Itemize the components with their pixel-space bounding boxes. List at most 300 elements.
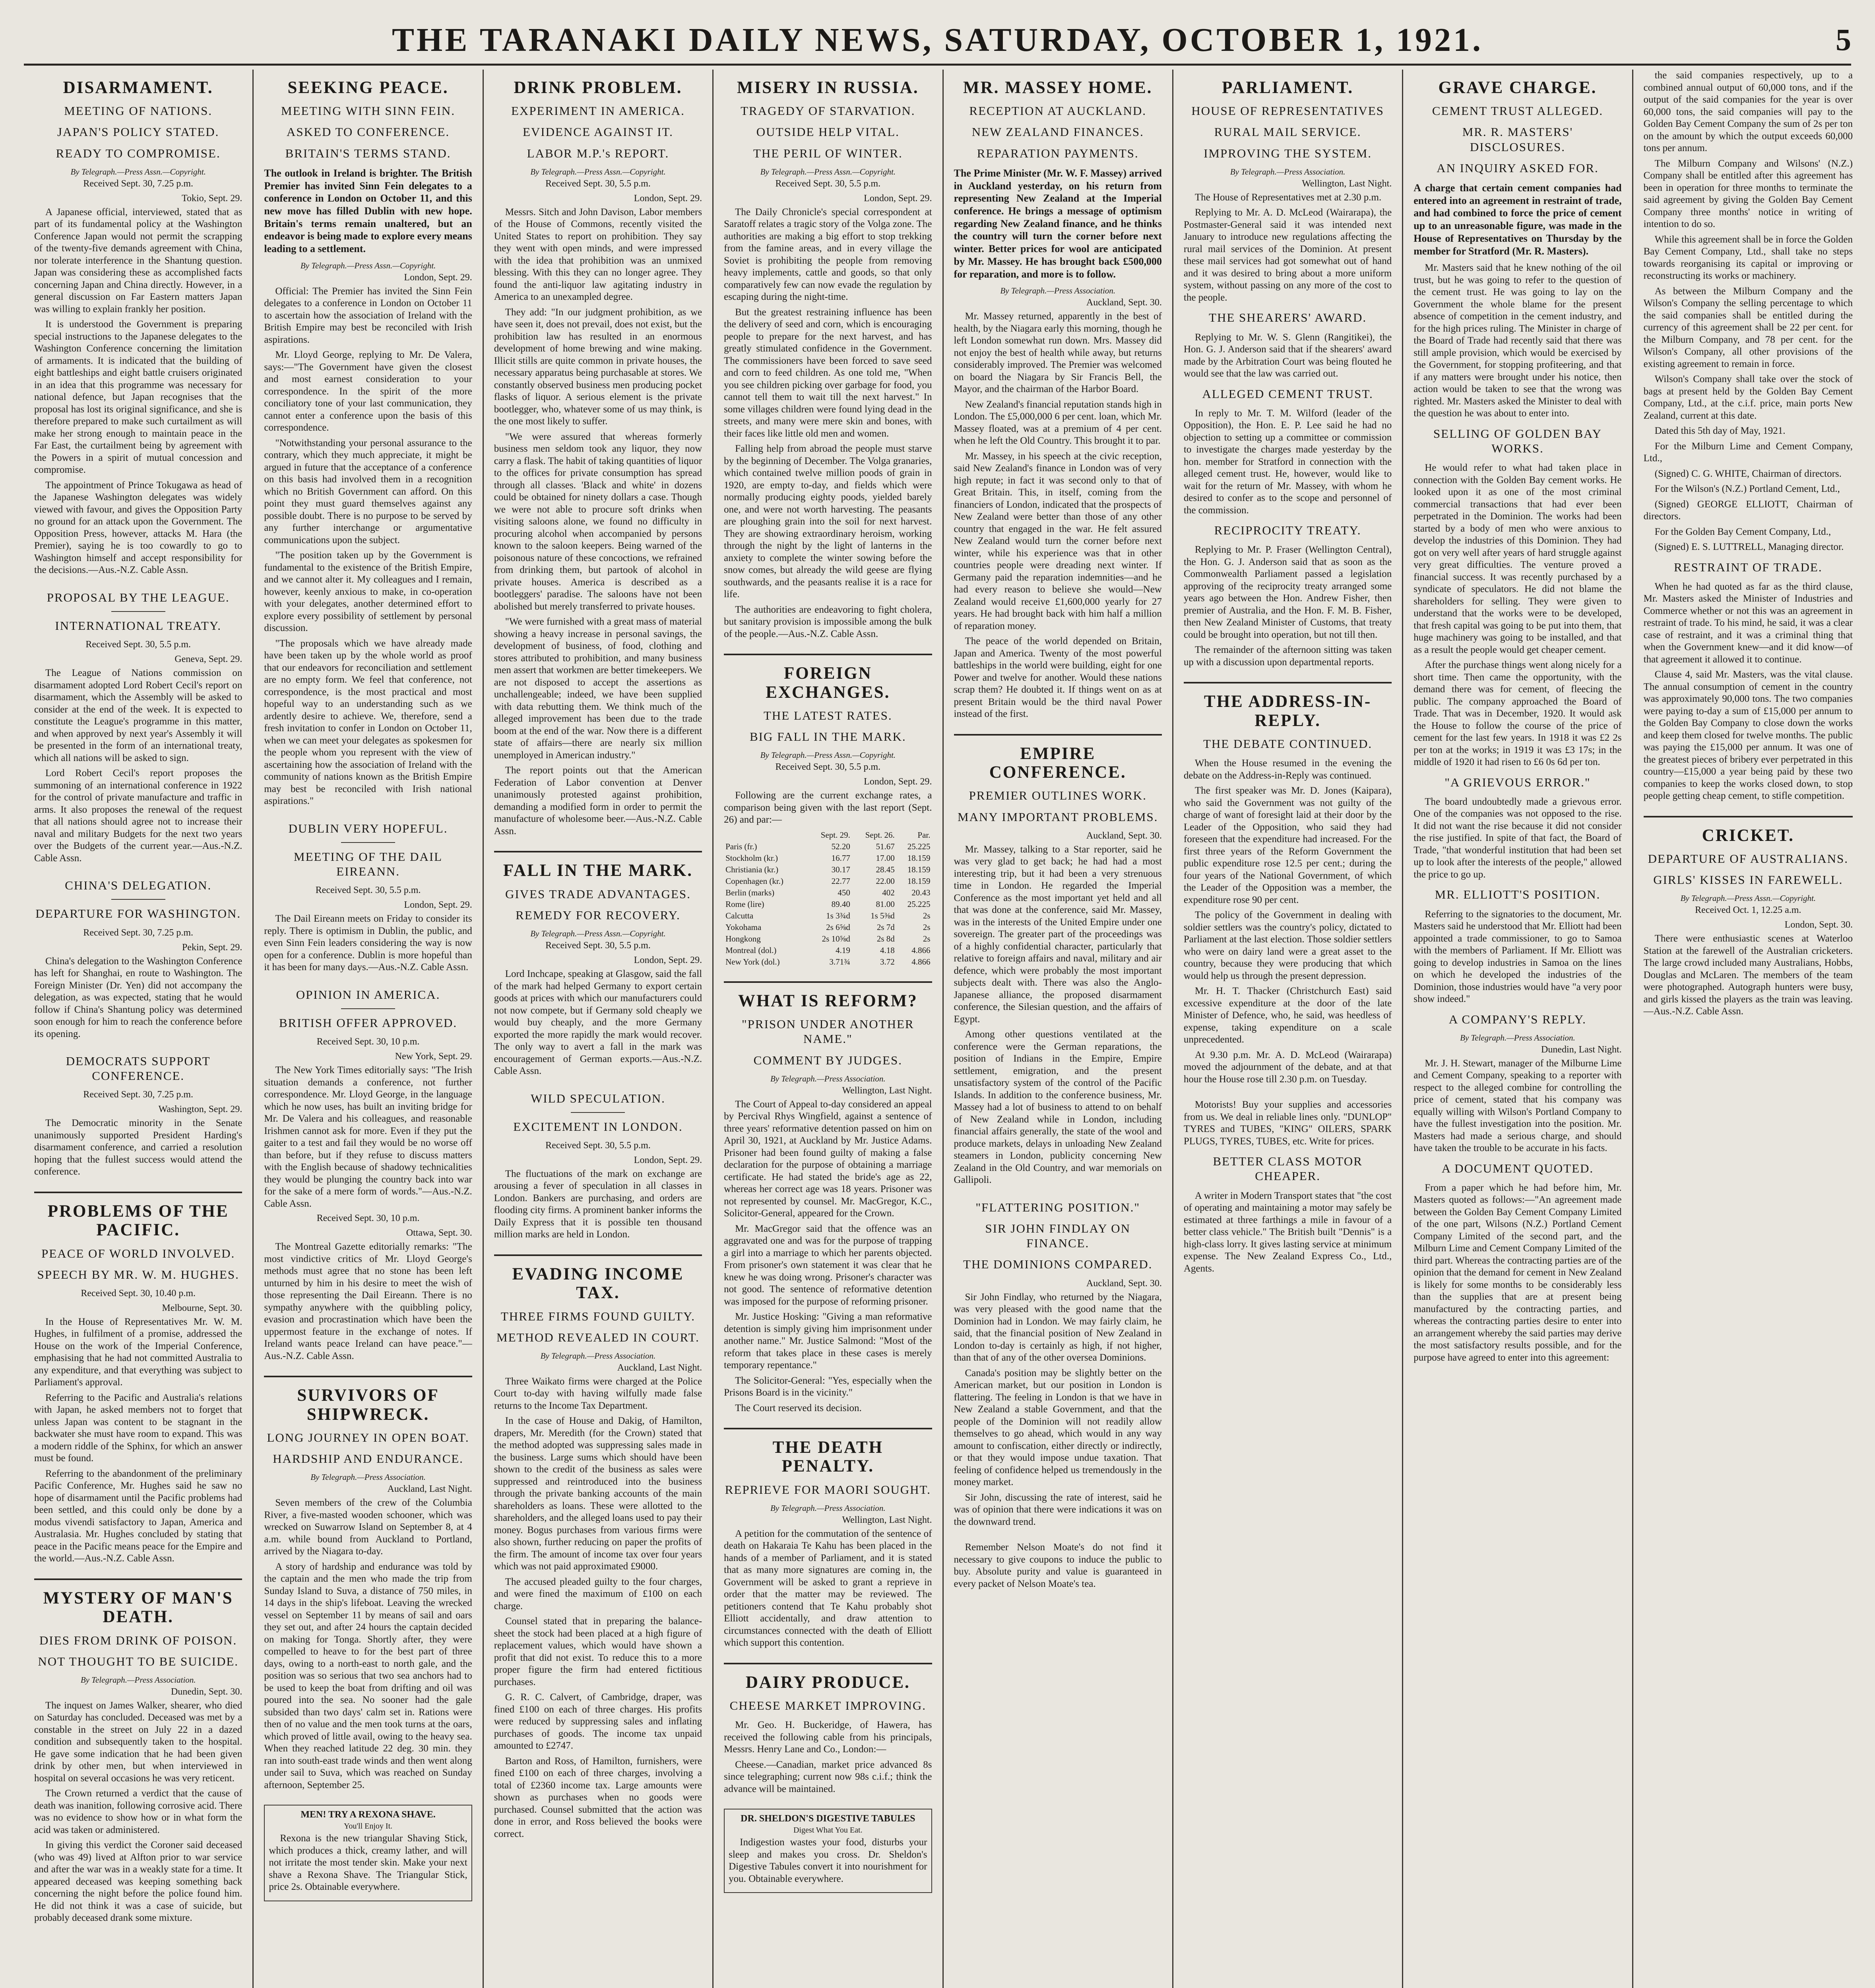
section-divider (724, 1663, 932, 1664)
paragraph: Falling help from abroad the people must starve by the beginning of December. The Volga granaries, which contained twelve million poods of grain in 1920, are empty to-day, and fields which were normally producing eighty poods, yielded barely one, and were not worth harvesting. The peasants are ploughing grain into the soil for next harvest. They are showing extraordinary heroism, working through the night by the light of lanterns in the anxiety to complete the winter sowing before the snow comes, but already the wild geese are flying southwards, and the peasants realise it is a race for life. (724, 443, 932, 600)
paragraph: The appointment of Prince Tokugawa as head of the Japanese Washington delegates was widely viewed with favour, and gives the Opposition Party no ground for an attack upon the Government. The Opposition Press, however, attacks M. Hara (the Premier), saying he is too cowardly to go to Washington himself and accept responsibility for the decisions.—Aus.-N.Z. Cable Assn. (34, 480, 242, 576)
subheading: DEPARTURE OF AUSTRALIANS. (1648, 851, 1848, 866)
received-line: Received Sept. 30, 5.5 p.m. (775, 178, 881, 189)
paragraph: In the case of House and Dakig, of Hamilton, drapers, Mr. Meredith (for the Crown) stated that the method adopted was suppressing sales made in the business. Large sums which should have been shown to the credit of the business as sales were suppressed and reintroduced into the business through the private banking accounts of the main shareholders as loans. These were allotted to the shareholders, and the alleged loans used to pay their money. Bogus purchases from various firms were also shown, further reducing on paper the profits of the firm. The amount of income tax over four years which was not paid approximated £9000. (494, 1415, 702, 1572)
received-line: Received Oct. 1, 12.25 a.m. (1695, 905, 1801, 916)
lead-paragraph: A charge that certain cement companies had entered into an agreement in restraint of trade, and had combined to force the price of cement up to an unreasonable figure, was made in the House of Representatives on Thursday by the member for Stratford (Mr. R. Masters). (1414, 182, 1622, 257)
column-header: Sept. 26. (865, 830, 895, 840)
table-cell: 2s (923, 934, 931, 944)
table-row (724, 910, 932, 922)
column-4 (714, 70, 943, 1988)
table-row (724, 899, 932, 910)
received-line: Received Sept. 30, 5.5 p.m. (545, 178, 651, 189)
table-cell: 3.71¾ (829, 957, 850, 967)
subheading: NEW ZEALAND FINANCES. (971, 125, 1144, 139)
headline: MYSTERY OF MAN'S DEATH. (43, 1588, 233, 1627)
byline: By Telegraph.—Press Association. (770, 1503, 886, 1513)
subheading: SELLING OF GOLDEN BAY WORKS. (1433, 426, 1602, 456)
headline: MR. MASSEY HOME. (963, 78, 1153, 97)
table-cell: Hongkong (725, 934, 761, 944)
byline: By Telegraph.—Press Assn.—Copyright. (760, 167, 896, 177)
headline: PROBLEMS OF THE PACIFIC. (47, 1202, 229, 1240)
paragraph: The board undoubtedly made a grievous error. One of the companies was not opposed to the rise. It did not want the rise because it did not consider the rise justified. In spite of that fact, the Board of Trade, "that wonderful institution that had been set up to look after the interests of the people," allowed the price to go up. (1414, 796, 1622, 880)
paragraph: Mr. Masters said that he knew nothing of the oil trust, but he was going to refer to the question of the cement trust. He was going to lay on the Government the whole blame for the present absence of competition in the cement industry, and for the high prices ruling. The Minister in charge of the Board of Trade had recently said that there was still ample provision, which would be exercised by the Government, for stopping profiteering, and that if any matters were brought under his notice, then action would be taken to see that the wrong was righted. Mr. Masters asked the Minister to deal with the question he was about to enter into. (1414, 262, 1622, 419)
section-divider (494, 851, 702, 852)
paragraph: Following are the current exchange rates, a comparison being given with the last report (Sept. 26) and par:— (724, 790, 932, 825)
byline: By Telegraph.—Press Assn.—Copyright. (70, 167, 206, 177)
subheading: DIES FROM DRINK OF POISON. (39, 1633, 237, 1647)
table-cell: 4.18 (880, 945, 895, 955)
article-grave-charge-continued (1644, 70, 1853, 802)
paragraph: When the House resumed in the evening the debate on the Address-in-Reply was continued. (1183, 758, 1392, 781)
table-cell: 1s 5⅜d (871, 911, 895, 920)
paragraph: "The proposals which we have already made have been taken up by the whole world as proof that our endeavors for reconciliation and settlement are no empty form. We feel that conference, not correspondence, is the most practical and most hopeful way to an understanding such as we ardently desire to achieve. We, therefore, send a fresh invitation to confer in London on October 11, when we can meet your delegates as spokesmen for the people whom you represent with the view of ascertaining how the association of Ireland with the community of nations known as the British Empire may best be reconciled with Irish national aspirations." (264, 638, 472, 807)
table-header-row (724, 829, 932, 841)
dateline: Washington, Sept. 29. (158, 1104, 242, 1115)
dateline: Dunedin, Sept. 30. (171, 1686, 242, 1697)
subheading: DUBLIN VERY HOPEFUL. (288, 821, 448, 835)
subheading: THE PERIL OF WINTER. (753, 146, 903, 160)
paragraph: "The position taken up by the Government is fundamental to the existence of the British Empire, and we cannot alter it. My colleagues and I remain, however, keenly anxious to make, in co-operation with your delegates, another determined effort to explore every possibility of settlement by personal discussion. (264, 550, 472, 634)
paragraph: Mr. Geo. H. Buckeridge, of Hawera, has received the following cable from his principals, Messrs. Henry Lane and Co., London:— (724, 1720, 932, 1755)
section-divider (34, 1192, 242, 1193)
dateline: London, Sept. 29. (864, 193, 932, 204)
table-cell: Stockholm (kr.) (725, 853, 778, 863)
dateline: Tokio, Sept. 29. (182, 193, 242, 204)
article-mystery-death (34, 1589, 242, 1924)
headline: WHAT IS REFORM? (738, 991, 918, 1010)
subheading: AN INQUIRY ASKED FOR. (1437, 161, 1599, 175)
paragraph: A writer in Modern Transport states that "the cost of operating and maintaining a motor may safely be estimated at three farthings a mile in favour of a better class vehicle." The British built "Dennis" is a high-class lorry. It gives lasting service at minimum expense. The New Zealand Express Co., Ltd., Agents. (1183, 1190, 1392, 1274)
subheading: "FLATTERING POSITION." (975, 1200, 1140, 1214)
dateline: London, Sept. 29. (404, 272, 472, 283)
ad-body: Rexona is the new triangular Shaving Stick, which produces a thick, creamy lather, and will not irritate the most tender skin. Make your next shave a Rexona Shave. The Triangular Stick, price 2s. Obtainable everywhere. (269, 1833, 467, 1893)
headline: FOREIGN EXCHANGES. (766, 664, 890, 702)
column-header: Par. (917, 830, 931, 840)
newspaper-title: THE TARANAKI DAILY NEWS, SATURDAY, OCTOBER 1, 1921. (392, 21, 1483, 58)
paragraph: From a paper which he had before him, Mr. Masters quoted as follows:—"An agreement made between the Golden Bay Cement Company Limited of the one part, Wilsons (N.Z.) Portland Cement Company Limited of the second part, and the Milburn Lime and Cement Company Limited of the third part. Whereas the contracting parties are of the opinion that the demand for cement in New Zealand is likely for some months to be considerably less than the supplies that are at present being manufactured by the contracting parties, and whereas the contracting parties desire to enter into an arrangement whereby the said parties may derive the most satisfactory results possible, and for the purpose have agreed to enter into this agreement: (1414, 1182, 1622, 1363)
paragraph: The policy of the Government in dealing with soldier settlers was the country's policy, dictated to Parliament at the last election. Those soldier settlers who were on dairy land were a great asset to the country, because they were producing that which would help us through the present depression. (1183, 910, 1392, 981)
received-line: Received Sept. 30, 5.5 p.m. (315, 885, 421, 896)
paragraph: Canada's position may be slightly better on the American market, but our position in London is flattering. The feeling in London is that we have in New Zealand a stable Government, and that the people of the Dominion will not readily allow themselves to go ahead, which would in any way amount to confiscation, either directly or indirectly, or that they would impose undue taxation. That feeling of confidence helped us tremendously in the money market. (954, 1367, 1162, 1488)
article-misery-russia (724, 78, 932, 640)
table-cell: 30.17 (831, 864, 850, 874)
subheading: WILD SPECULATION. (531, 1091, 665, 1105)
table-cell: 25.225 (907, 841, 931, 851)
subheading: A DOCUMENT QUOTED. (1441, 1161, 1594, 1175)
paragraph: Replying to Mr. W. S. Glenn (Rangitikei), the Hon. G. J. Anderson said that if the shearers' award made by the Arbitration Court was being flouted he would see that the law was carried out. (1183, 332, 1392, 379)
paragraph: Three Waikato firms were charged at the Police Court to-day with having wilfully made false returns to the Income Tax Department. (494, 1376, 702, 1411)
column-8 (1633, 70, 1863, 1988)
subheading: IMPROVING THE SYSTEM. (1204, 146, 1372, 160)
article-china-delegation (34, 878, 242, 1040)
byline: By Telegraph.—Press Assn.—Copyright. (1680, 893, 1816, 903)
paragraph: Mr. Massey, talking to a Star reporter, said he was very glad to get back; he had had a most interesting trip, but it had been a very strenuous time in London. He regarded the Imperial Conference as the most important yet held and all that was done at the conference, said Mr. Massey, was in the interests of the United Empire under one sovereign. The greater part of the proceedings was of a highly confidential character, particularly that relative to foreign affairs and naval, military and air defence, which were probably the most important subjects dealt with. There was also the Anglo-Japanese alliance, the proposed disarmament conference, the Silesian question, and the affairs of Egypt. (954, 844, 1162, 1025)
article-survivors-shipwreck (264, 1386, 472, 1791)
paragraph: The report points out that the American Federation of Labor convention at Denver unanimously protested against prohibition, demanding a modified form in order to permit the manufacture of wholesome beer.—Aus.-N.Z. Cable Assn. (494, 765, 702, 837)
dateline: New York, Sept. 29. (395, 1051, 472, 1062)
subheading: MEETING WITH SINN FEIN. (281, 104, 456, 118)
table-row (724, 945, 932, 956)
paragraph: The Democratic minority in the Senate unanimously supported President Harding's disarmament conference, and carried a resolution hoping that the fullest success would attend the conference. (34, 1118, 242, 1177)
paragraph: Sir John, discussing the rate of interest, said he was of opinion that there were indications it was on the downward trend. (954, 1492, 1162, 1527)
table-cell: 16.77 (831, 853, 850, 863)
headline: SEEKING PEACE. (287, 78, 449, 97)
byline: By Telegraph.—Press Association. (1460, 1033, 1575, 1043)
paragraph: The accused pleaded guilty to the four charges, and were fined the maximum of £100 on each charge. (494, 1576, 702, 1611)
subheading: NOT THOUGHT TO BE SUICIDE. (38, 1654, 239, 1668)
article-cricket (1644, 826, 1853, 1018)
column-3 (484, 70, 714, 1988)
article-seeking-peace (264, 78, 472, 808)
paragraph: China's delegation to the Washington Conference has left for Shanghai, en route to Washington. The Foreign Minister (Dr. Yen) did not accompany the delegation, as was expected, stating that he would follow if China's Shantung policy was determined soon enough for him to reach the conference before its opening. (34, 955, 242, 1039)
subheading: ASKED TO CONFERENCE. (287, 125, 450, 139)
dateline: London, Sept. 29. (864, 777, 932, 787)
paragraph: G. R. C. Calvert, of Cambridge, draper, was fined £100 on each of three charges. His profits were reduced by suppressing sales and inflating purchases of goods. The income tax unpaid amounted to £2747. (494, 1692, 702, 1751)
table-cell: Calcutta (725, 911, 754, 920)
column-5 (944, 70, 1173, 1988)
headline: PARLIAMENT. (1222, 78, 1354, 97)
table-cell: 89.40 (831, 899, 850, 909)
subheading: ALLEGED CEMENT TRUST. (1202, 386, 1373, 401)
paragraph: The Daily Chronicle's special correspondent at Saratoff relates a tragic story of the Volga zone. The authorities are making a big effort to stop trekking from the famine areas, and in every village the Soviet is prohibiting the people from removing heavy implements, cattle and goods, so that only comparatively few can now evade the regulation by escaping during the night-time. (724, 206, 932, 303)
article-fall-in-mark (494, 861, 702, 1077)
table-cell: 450 (838, 887, 850, 897)
paragraph: The first speaker was Mr. D. Jones (Kaipara), who said the Government was not guilty of the charge of want of foresight laid at their door by the Leader of the Opposition, who said they had foreseen that the expenditure had increased. For the first three years of the Reform Government the public expenditure rose 12.5 per cent.; during the four years of the National Government, of which the Leader of the Opposition was a member, the expenditure rose 90 per cent. (1183, 785, 1392, 905)
column-1 (24, 70, 254, 1988)
byline: By Telegraph.—Press Assn.—Copyright. (530, 167, 666, 177)
byline: By Telegraph.—Press Assn.—Copyright. (530, 929, 666, 939)
dateline: Melbourne, Sept. 30. (162, 1303, 242, 1313)
table-cell: 1s 3¾d (826, 911, 850, 920)
paragraph: At 9.30 p.m. Mr. A. D. McLeod (Wairarapa) moved the adjournment of the debate, and at that hour the House rose till 2.30 p.m. on Tuesday. (1183, 1049, 1392, 1085)
dateline: London, Sept. 29. (404, 900, 472, 911)
article-wild-speculation (494, 1091, 702, 1241)
dateline: London, Sept. 29. (634, 1155, 702, 1165)
paragraph: Lord Inchcape, speaking at Glasgow, said the fall of the mark had helped Germany to export certain goods at prices with which our manufacturers could not now compete, but if Germany sold cheaply we would buy cheaply, and the more Germany exported the more rapidly the mark would recover. The only way to avert a fall in the mark was encouragement of German exports.—Aus.-N.Z. Cable Assn. (494, 969, 702, 1077)
divider (341, 1008, 395, 1009)
dateline: Auckland, Last Night. (617, 1362, 702, 1373)
ad-tagline: You'll Enjoy It. (343, 1822, 393, 1831)
paragraph: Referring to the signatories to the document, Mr. Masters said he understood that Mr. Elliott had been appointed a trade commissioner, to go to Samoa with the members of Parliament. If Mr. Elliott was going to develop industries in Samoa on the lines on which he developed the industries of the Dominion, those industries would have "a very poor show indeed." (1414, 909, 1622, 1005)
paragraph: The peace of the world depended on Britain, Japan and America. Twenty of the most powerful battleships in the world were building, eight for one Power and twelve for another. Would these nations scrap them? He doubted it. If things went on as at present Britain would be the third naval Power instead of the first. (954, 636, 1162, 720)
table-row (724, 933, 932, 945)
paragraph: Cheese.—Canadian, market price advanced 8s since telegraphing; current now 98s c.i.f.; think the advance will be maintained. (724, 1759, 932, 1794)
subheading: HARDSHIP AND ENDURANCE. (273, 1452, 463, 1466)
paragraph: A story of hardship and endurance was told by the captain and the men who made the trip from Sunday Island to Suva, a distance of 750 miles, in 14 days in the ship's lifeboat. Leaving the wrecked vessel on September 11 by means of sail and oars they set out, and after 24 hours the captain decided on making for Tonga. Shortly after, they were compelled to heave to for the best part of three days, owing to a north-east to north gale, and the position was so serious that two sea anchors had to be used to keep the boat from drifting and oil was poured into the sea. No sooner had the gale subsided than two days' calm set in. Rations were then of no value and the men took turns at the oars, which proved of little avail, owing to the heavy sea. When they reached latitude 22 deg. 30 min. they ran into south-east trade winds and then went along under sail to Suva, which was reached on Sunday afternoon, September 25. (264, 1561, 472, 1790)
received-line: Received Sept. 30, 10 p.m. (316, 1213, 420, 1224)
signature-line: For the Wilson's (N.Z.) Portland Cement, Ltd., (1654, 483, 1840, 494)
ad-tagline: Digest What You Eat. (793, 1826, 863, 1835)
paragraph: "We were furnished with a great mass of material showing a heavy increase in personal savings, the development of business, of food, clothing and stores attributed to prohibition, and many business men assert that workmen are better timekeepers. We are not disposed to accept the assertions as unchallengeable; indeed, we have been supplied with data rebutting them. We think much of the alleged improvement has been due to the trade boom at the end of the war. Now there is a different state of affairs—there are nearly six million unemployed in American industry." (494, 616, 702, 761)
page-number: 5 (1836, 22, 1851, 57)
received-line: Received Sept. 30, 5.5 p.m. (545, 1140, 651, 1151)
article-evading-income-tax (494, 1265, 702, 1840)
paragraph: Counsel stated that in preparing the balance-sheet the stock had been placed at a high figure of replacement values, which would have shown a profit that did not exist. To reduce this to a more proper figure the firm had entered fictitious purchases. (494, 1616, 702, 1687)
divider (111, 611, 165, 612)
subheading: EXPERIMENT IN AMERICA. (511, 104, 685, 118)
subheading: THE LATEST RATES. (763, 708, 892, 722)
subheading: CHEESE MARKET IMPROVING. (729, 1699, 926, 1713)
byline: By Telegraph.—Press Association. (770, 1074, 886, 1083)
article-opinion-america (264, 987, 472, 1362)
table-cell: 2s (923, 911, 931, 920)
subheading: REPARATION PAYMENTS. (977, 146, 1139, 160)
paragraph: In the House of Representatives Mr. W. M. Hughes, in fulfilment of a promise, addressed the House on the work of the Imperial Conference, emphasising that he had not committed Australia to any expenditure, and that everything was subject to Parliament's approval. (34, 1316, 242, 1388)
paragraph: Mr. Lloyd George, replying to Mr. De Valera, says:—"The Government have given the closest and most earnest consideration to your correspondence. In the spirit of the more conciliatory tone of your last communication, they cannot enter a conference upon the basis of this correspondence. (264, 349, 472, 433)
paragraph: The Court reserved its decision. (735, 1402, 862, 1413)
paragraph: Sir John Findlay, who returned by the Niagara, was very pleased with the good name that the Dominion had in London. We may fairly claim, he said, that the financial position of New Zealand in London to-day is certainly as high, if not higher, than that of any of the other oversea Dominions. (954, 1291, 1162, 1363)
paragraph: In reply to Mr. T. M. Wilford (leader of the Opposition), the Hon. E. P. Lee said he had no objection to setting up a committee or commission to investigate the charges made yesterday by the hon. member for Stratford in connection with the alleged cement trust. He, however, would like to wait for the return of Mr. Massey, with whom he desired to confer as to the scope and personnel of the commission. (1183, 408, 1392, 516)
subheading: SPEECH BY MR. W. M. HUGHES. (37, 1267, 239, 1281)
subheading: THE DOMINIONS COMPARED. (963, 1257, 1153, 1272)
paragraph: While this agreement shall be in force the Golden Bay Cement Company, Ltd., shall take no steps towards reorganising its capital or improving or reconstructing its works or machinery. (1643, 234, 1853, 281)
paragraph: The House of Representatives met at 2.30 p.m. (1194, 192, 1382, 203)
subheading: BRITAIN'S TERMS STAND. (285, 146, 451, 160)
subheading: LABOR M.P.'s REPORT. (527, 146, 669, 160)
headline: SURVIVORS OF SHIPWRECK. (297, 1386, 439, 1424)
table-cell: 2s 6⅝d (826, 922, 850, 932)
subheading: READY TO COMPROMISE. (56, 146, 221, 160)
table-cell: 28.45 (876, 864, 895, 874)
headline: MISERY IN RUSSIA. (737, 78, 919, 97)
paragraph: As between the Milburn Company and the Wilson's Company the selling percentage to which the said companies shall be entitled during the currency of this agreement shall be 22 per cent. for the Milburn Company, and 78 per cent. for the Wilson's Company, all other provisions of the existing agreement to remain in force. (1643, 285, 1853, 369)
subheading: JAPAN'S POLICY STATED. (57, 125, 219, 139)
table-cell: 22.77 (831, 876, 850, 886)
paragraph: Messrs. Sitch and John Davison, Labor members of the House of Commons, recently visited the United States to report on prohibition. They say they went with open minds, and were impressed with the idea that prohibition was an unmixed blessing. With this they can no longer agree. They found the anti-liquor law agitating industry in America to an unexampled degree. (494, 206, 702, 303)
table-cell: 20.43 (911, 887, 931, 897)
subheading: REMEDY FOR RECOVERY. (516, 908, 681, 922)
column-2 (254, 70, 483, 1988)
table-cell: 18.159 (907, 876, 931, 886)
table-cell: Christiania (kr.) (725, 864, 779, 874)
received-line: Received Sept. 30, 5.5 p.m. (775, 762, 881, 773)
table-cell: New York (dol.) (725, 957, 780, 967)
subheading: DEMOCRATS SUPPORT CONFERENCE. (66, 1054, 211, 1083)
received-line: Received Sept. 30, 7.25 p.m. (83, 178, 193, 189)
table-cell: 2s 7d (876, 922, 895, 932)
paragraph: After the purchase things went along nicely for a short time. Then came the opportunity, with the demand there was for cement, of fleecing the public. The company approached the Board of Trade. That was in December, 1920. It would ask the House to follow the course of the price of cement for the last few years. In 1918 it was £2 2s per ton at the works; in 1919 it was £3 17s; in the middle of 1920 it had risen to £6 0s 6d per ton. (1414, 660, 1622, 768)
paragraph: Wilson's Company shall take over the stock of bags at present held by the Golden Bay Cement Company, Ltd., at the c.i.f. price, main ports New Zealand, current at this date. (1643, 374, 1853, 421)
table-cell: 51.67 (876, 841, 895, 851)
dateline: Wellington, Last Night. (842, 1514, 932, 1525)
paragraph: the said companies respectively, up to a combined annual output of 60,000 tons, and if the output of the said companies for the year is over 60,000 tons, the said companies will pay to the Golden Bay Cement Company the sum of 2s per ton on the amount by which the output exceeds 60,000 tons per annum. (1643, 70, 1853, 153)
paragraph: The Montreal Gazette editorially remarks: "The most vindictive critics of Mr. Lloyd George's methods must agree that no stone has been left unturned by him in his desire to meet the wish of those representing the Dail Eireann. There is no sympathy anywhere with the quibbling policy, evasion and procrastination which have been the uppermost feature in the exchange of notes. If Ireland wants peace Ireland can have peace."—Aus.-N.Z. Cable Assn. (264, 1241, 472, 1361)
section-divider (494, 1254, 702, 1256)
paragraph: A petition for the commutation of the sentence of death on Hakaraia Te Kahu has been placed in the hands of a member of Parliament, and it is stated that as many more signatures are coming in, the Government will be asked to grant a reprieve in order that the matter may be reviewed. The petitioners contend that Te Kahu probably shot Elliott accidentally, and draw attention to circumstances connected with the death of Elliott which support this contention. (724, 1528, 932, 1648)
table-cell: 22.00 (876, 876, 895, 886)
advertisement-digestive-tabules (724, 1809, 932, 1893)
table-cell: Montreal (dol.) (725, 945, 777, 955)
paragraph: New Zealand's financial reputation stands high in London. The £5,000,000 6 per cent. loan, which Mr. Massey floated, was at a premium of 4 per cent. when he left the Old Country. This brought it to par. (954, 399, 1162, 447)
ad-headline: MEN! TRY A REXONA SHAVE. (301, 1809, 436, 1820)
subheading: RESTRAINT OF TRADE. (1674, 560, 1823, 574)
column-header: Sept. 29. (820, 830, 850, 840)
dateline: Auckland, Last Night. (387, 1484, 472, 1495)
paragraph: In giving this verdict the Coroner said deceased (who was 49) lived at Alfton prior to war service and after the war was in a weakly state for a time. It appeared deceased was keeping something back concerning the night before the police found him. He did not think it was a case of suicide, but probably deceased drank some mixture. (34, 1840, 242, 1924)
paragraph: Replying to Mr. P. Fraser (Wellington Central), the Hon. G. J. Anderson said that as soon as the Commonwealth Parliament passed a legislation approving of the reciprocity treaty arranged some years ago between the Hon. Andrew Fisher, then premier of Australia, and the Hon. F. M. B. Fisher, then New Zealand Minister of Customs, that treaty could be brought into operation, but not till then. (1183, 544, 1392, 640)
dateline: Dunedin, Last Night. (1541, 1044, 1622, 1055)
table-cell: Yokohama (725, 922, 762, 932)
received-line: Received Sept. 30, 5.5 p.m. (85, 639, 191, 650)
article-democrats-support (34, 1054, 242, 1178)
paragraph: Clause 4, said Mr. Masters, was the vital clause. The annual consumption of cement in the country was approximately 90,000 tons. The two companies were paying to-day a sum of £15,000 per annum to the Golden Bay Company to close down the works and keep them closed for twelve months. The public was paying the £15,000 per annum. It was one of the greatest pieces of bribery ever perpetrated in this country—£15,000 a year being paid by these two companies to keep the works closed down, to stop people getting cheap cement, to stifle competition. (1643, 669, 1853, 802)
subheading: CEMENT TRUST ALLEGED. (1432, 104, 1604, 118)
subheading: RECIPROCITY TREATY. (1214, 523, 1361, 538)
paragraph: The New York Times editorially says: "The Irish situation demands a conference, not further correspondence. Mr. Lloyd George, in the language which he now uses, has built an inviting bridge for Mr. De Valera and his colleagues, and reasonable Irishmen cannot ask for more. Even if they put the gaiter to a test and fail they would be no worse off than before, but if they refuse to discuss matters with the English because of shadowy technicalities they would be plunging the country back into war for the sake of a mere form of words."—Aus.-N.Z. Cable Assn. (264, 1065, 472, 1209)
signature-line: For the Golden Bay Cement Company, Ltd., (1654, 526, 1831, 537)
byline: By Telegraph.—Press Association. (80, 1675, 196, 1685)
subheading: "PRISON UNDER ANOTHER NAME." (742, 1017, 914, 1046)
table-cell: 2s (923, 922, 931, 932)
article-disarmament (34, 78, 242, 577)
byline: By Telegraph.—Press Assn.—Copyright. (300, 260, 436, 270)
paragraph: Lord Robert Cecil's report proposes the summoning of an international conference in 1922 for the control of private manufacture and traffic in arms. It also proposes the renewal of the request that all nations should agree not to increase their naval and military Budgets for the next two years over the Budgets of the current year.—Aus.-N.Z. Cable Assn. (34, 768, 242, 864)
advertisement-rexona (264, 1805, 472, 1901)
paragraph: Referring to the abandonment of the preliminary Pacific Conference, Mr. Hughes said he saw no hope of disarmament until the Pacific problems had been settled, and this could only be done by a modus vivendi satisfactory to Japan, America and Australasia. Mr. Hughes concluded by stating that peace in the Pacific means peace for the Empire and the world.—Aus.-N.Z. Cable Assn. (34, 1468, 242, 1564)
paragraph: Seven members of the crew of the Columbia River, a five-masted wooden schooner, which was wrecked on Suwarrow Island on September 8, at 4 a.m. while bound from Auckland to Portland, arrived by the Niagara to-day. (264, 1497, 472, 1557)
subheading: A COMPANY'S REPLY. (1448, 1012, 1586, 1026)
dateline: Auckland, Sept. 30. (1086, 1278, 1162, 1289)
table-cell: 4.866 (911, 945, 931, 955)
subheading: HOUSE OF REPRESENTATIVES (1191, 104, 1384, 118)
article-problems-pacific (34, 1202, 242, 1565)
paragraph: The authorities are endeavoring to fight cholera, but sanitary provision is impossible among the bulk of the people.—Aus.-N.Z. Cable Assn. (724, 604, 932, 639)
subheading: GIVES TRADE ADVANTAGES. (505, 887, 691, 901)
subheading: BETTER CLASS MOTOR CHEAPER. (1213, 1154, 1363, 1183)
signature-line: (Signed) GEORGE ELLIOTT, Chairman of directors. (1643, 499, 1853, 522)
subheading: MANY IMPORTANT PROBLEMS. (957, 810, 1158, 824)
divider (111, 899, 165, 900)
table-row (724, 887, 932, 899)
dateline: Wellington, Last Night. (1302, 178, 1392, 189)
section-divider (1184, 682, 1392, 683)
subheading: MEETING OF THE DAIL EIREANN. (294, 850, 443, 879)
section-divider (264, 1376, 472, 1377)
table-cell: Copenhagen (kr.) (725, 876, 783, 886)
table-cell: 2s 8d (876, 934, 895, 944)
table-cell: Paris (fr.) (725, 841, 757, 851)
paragraph: When he had quoted as far as the third clause, Mr. Masters asked the Minister of Industries and Commerce whether or not this was an agreement in restraint of trade. To his mind, he said, it was a clear case of restraint, and it was a criminal thing that when the Government knew—and it did know—of that agreement it allowed it to continue. (1643, 581, 1853, 665)
subheading: RECEPTION AT AUCKLAND. (969, 104, 1146, 118)
article-massey-home (954, 78, 1162, 720)
received-line: Received Sept. 30, 10 p.m. (316, 1037, 420, 1047)
paragraph: Mr. Justice Hosking: "Giving a man reformative detention is simply giving him imprisonment under another name." Mr. Justice Salmond: "Most of the reform that takes place in these cases is merely temporary repentance." (724, 1311, 932, 1371)
table-cell: 52.20 (831, 841, 850, 851)
subheading: METHOD REVEALED IN COURT. (496, 1330, 700, 1344)
subheading: PEACE OF WORLD INVOLVED. (41, 1246, 235, 1260)
paragraph: Replying to Mr. A. D. McLeod (Wairarapa), the Postmaster-General said it was intended next January to introduce new regulations affecting the rural mail services of the Dominion. At present these mail services had got somewhat out of hand and it was desired to bring about a more uniform system, without passing on any more of the cost to the people. (1183, 207, 1392, 303)
subheading: LONG JOURNEY IN OPEN BOAT. (267, 1430, 469, 1444)
exchange-rates-table (724, 829, 932, 968)
notice-motorists: Motorists! Buy your supplies and accessories from us. We deal in reliable lines only. "DUNLOP" TYRES and TUBES, "KING" OILERS, SPARK PLUGS, TYRES, TUBES, etc. Write for prices. (1183, 1099, 1392, 1147)
subheading: DEPARTURE FOR WASHINGTON. (35, 907, 241, 921)
table-row (724, 864, 932, 876)
article-grave-charge (1414, 78, 1621, 1364)
article-empire-conference (954, 744, 1162, 1186)
paragraph: The fluctuations of the mark on exchange are arousing a fever of speculation in all classes in London. Bankers are purchasing, and orders are flooding city firms. A prominent banker informs the Daily Express that it is possible ten thousand million marks are held in London. (494, 1168, 702, 1240)
lead-paragraph: The outlook in Ireland is brighter. The British Premier has invited Sinn Fein delegates to a conference in London on October 11, and this new move has filled Dublin with new hope. Britain's terms remain unaltered, but an endeavor is being made to explore every means leading to a settlement. (264, 167, 472, 255)
subheading: "A GRIEVOUS ERROR." (1445, 775, 1591, 789)
table-cell: 4.19 (836, 945, 850, 955)
article-league-proposal (34, 590, 242, 864)
subheading: PREMIER OUTLINES WORK. (969, 788, 1147, 803)
subheading: RURAL MAIL SERVICE. (1214, 125, 1361, 139)
received-line: Received Sept. 30, 7.25 p.m. (83, 927, 193, 938)
article-foreign-exchanges (724, 664, 932, 967)
paragraph: Mr. Massey, in his speech at the civic reception, said New Zealand's finance in London was of very high repute; in fact it was second only to that of Great Britain. This, in itself, coming from the financiers of London, indicated that the prospects of New Zealand were better than those of any other country that engaged in the war. He felt assured New Zealand would turn the corner before next winter, while his experience was that in other countries people were dreading next winter. If Germany paid the reparation indemnities—and he had every reason to believe she would—New Zealand would receive £1,600,000 yearly for 27 years. He had brought back with him half a million of reparation money. (954, 450, 1162, 631)
table-row (724, 852, 932, 864)
subheading: PROPOSAL BY THE LEAGUE. (47, 590, 230, 604)
paragraph: The Solicitor-General: "Yes, especially when the Prisons Board is in the vicinity." (724, 1375, 932, 1398)
ad-body: Indigestion wastes your food, disturbs your sleep and makes you cross. Dr. Sheldon's Digestive Tabules convert it into nourishment for you. Obtainable everywhere. (729, 1837, 927, 1884)
subheading: REPRIEVE FOR MAORI SOUGHT. (725, 1482, 931, 1497)
headline: EVADING INCOME TAX. (512, 1264, 684, 1303)
paragraph: Dated this 5th day of May, 1921. (1654, 425, 1786, 436)
byline: By Telegraph.—Press Association. (1230, 167, 1346, 177)
paragraph: But the greatest restraining influence has been the delivery of seed and corn, which is encouraging people to prepare for the next harvest, and has greatly stimulated confidence in the Government. The commissioners have been forced to save seed and corn to feed children. As one told me, "When you see children picking over garbage for food, you cannot tell them to wait till the next harvest." In some villages children were found lying dead in the streets, and many were mere skin and bones, with their faces like little old men and women. (724, 307, 932, 439)
article-address-in-reply (1184, 692, 1392, 1085)
article-dublin-hopeful (264, 821, 472, 974)
headline: DAIRY PRODUCE. (745, 1673, 910, 1692)
columns (24, 70, 1863, 1988)
table-cell: 25.225 (907, 899, 931, 909)
divider (571, 1112, 625, 1113)
ad-headline: DR. SHELDON'S DIGESTIVE TABULES (741, 1813, 915, 1824)
subheading: BIG FALL IN THE MARK. (750, 730, 906, 744)
dateline: Geneva, Sept. 29. (175, 654, 242, 665)
subheading: OUTSIDE HELP VITAL. (756, 125, 900, 139)
article-dairy-produce (724, 1673, 932, 1795)
paragraph: Mr. J. H. Stewart, manager of the Milburne Lime and Cement Company, speaking to a reporter with respect to the alleged combine for controlling the price of cement, stated that his company was equally willing with Wilson's Portland Company to have the fullest investigation into the position. Mr. Masters had made a serious charge, and should have taken the trouble to be accurate in his facts. (1414, 1058, 1622, 1154)
dateline: Pekin, Sept. 29. (182, 942, 242, 953)
headline: DISARMAMENT. (63, 78, 213, 97)
headline: CRICKET. (1702, 826, 1794, 845)
dateline: Auckland, Sept. 30. (1086, 297, 1162, 308)
byline: By Telegraph.—Press Association. (540, 1351, 656, 1361)
paragraph: Mr. H. T. Thacker (Christchurch East) said excessive expenditure at the door of the late Minister of Defence, who, he said, was heedless of expense, taking expenditure on a scale unprecedented. (1183, 986, 1392, 1045)
received-line: Received Sept. 30, 7.25 p.m. (83, 1089, 193, 1100)
headline: THE ADDRESS-IN-REPLY. (1204, 692, 1372, 730)
subheading: INTERNATIONAL TREATY. (55, 619, 221, 633)
headline: EMPIRE CONFERENCE. (989, 744, 1127, 782)
subheading: THE DEBATE CONTINUED. (1203, 737, 1373, 751)
paragraph: "We were assured that whereas formerly business men seldom took any liquor, they now carry a flask. The habit of taking quantities of liquor to the offices for private consumption has spread through all classes. 'Black and white' in dozens could be obtained for ninety dollars a case. Though we were not able to procure soft drinks when visiting saloons alone, we found no difficulty in procuring alcohol when accompanied by persons known to the saloon keepers. Being warned of the poisonous nature of these concoctions, we refrained from drinking them, but partook of alcohol in private houses. America is described as a bootleggers' paradise. The saloons have not been abolished but merely transferred to private houses. (494, 431, 702, 612)
dateline: London, Sept. 29. (634, 955, 702, 966)
lead-paragraph: The Prime Minister (Mr. W. F. Massey) arrived in Auckland yesterday, on his return from representing New Zealand at the Imperial conference. He brings a message of optimism regarding New Zealand finance, and he thinks the country will turn the corner before next winter. Better prices for wool are anticipated by Mr. Massey. He has brought back £500,000 for reparation, and more is to follow. (954, 167, 1162, 280)
table-cell: 17.00 (876, 853, 895, 863)
section-divider (954, 734, 1162, 736)
paragraph: The inquest on James Walker, shearer, who died on Saturday has concluded. Deceased was met by a constable in the street on July 22 in a dazed condition and subsequently taken to the hospital. He gave some indication that he had been given drink by other men, but when interviewed in hospital on several occasions he was very reticent. (34, 1700, 242, 1784)
subheading: COMMENT BY JUDGES. (753, 1053, 903, 1067)
notice-nelson-moate: Remember Nelson Moate's do not find it necessary to give coupons to induce the public to buy. Absolute purity and value is guaranteed in every packet of Nelson Moate's tea. (954, 1542, 1162, 1589)
subheading: BRITISH OFFER APPROVED. (279, 1016, 458, 1030)
subheading: THREE FIRMS FOUND GUILTY. (500, 1309, 696, 1323)
signature-line: (Signed) C. G. WHITE, Chairman of directors. (1654, 468, 1842, 479)
table-cell: 81.00 (876, 899, 895, 909)
section-divider (724, 1428, 932, 1429)
headline: THE DEATH PENALTY. (772, 1438, 883, 1476)
paragraph: Among other questions ventilated at the conference were the German reparations, the position of Indians in the Empire, Empire settlement, emigration, and the present unsatisfactory system of the control of the Pacific Islands. In addition to the conference business, Mr. Massey had a lot of business to attend to on behalf of New Zealand while in London, including financial affairs generally, the state of the wool and produce markets, delays in unloading New Zealand steamers in London, publicity concerning New Zealand in the Old Country, and war memorials on Gallipoli. (954, 1029, 1162, 1186)
section-divider (1644, 816, 1853, 817)
table-cell: 4.866 (911, 957, 931, 967)
subheading: GIRLS' KISSES IN FAREWELL. (1653, 873, 1843, 887)
paragraph: Referring to the Pacific and Australia's relations with Japan, he asked members not to forget that unless Japan was content to be stagnant in the backwater she must have room to expand. This was a modern riddle of the Sphinx, for which an answer must be found. (34, 1392, 242, 1464)
masthead (24, 16, 1851, 66)
article-drink-problem (494, 78, 702, 837)
section-divider (724, 981, 932, 983)
byline: By Telegraph.—Press Association. (310, 1472, 426, 1482)
